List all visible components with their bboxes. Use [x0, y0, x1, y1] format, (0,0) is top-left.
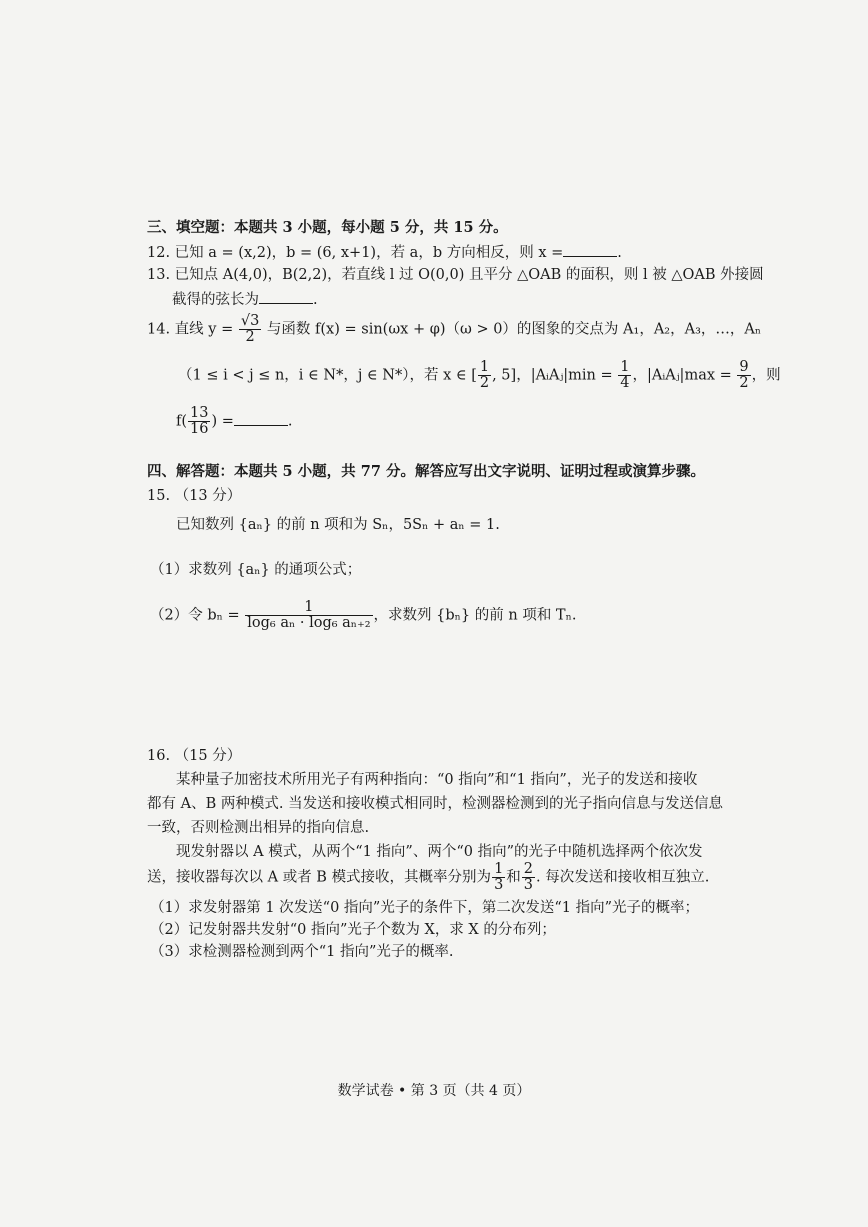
question-16-title: 16. （15 分）	[147, 748, 242, 764]
fraction-13-over-16	[188, 406, 210, 437]
frac-num: 2	[523, 861, 534, 877]
answer-blank	[234, 411, 288, 426]
question-16-line5	[147, 862, 709, 893]
frac-num: 1	[479, 359, 490, 375]
section-3-heading: 三、填空题：本题共 3 小题，每小题 5 分，共 15 分。	[147, 219, 508, 236]
question-14-line2	[178, 360, 781, 391]
q12-text: 12. 已知 a = (x,2)，b = (6, x+1)，若 a，b 方向相反，则 x =	[147, 245, 564, 261]
question-16-part2: （2）记发射器共发射“0 指向”光子个数为 X，求 X 的分布列；	[150, 922, 556, 938]
question-15-part1: （1）求数列 {aₙ} 的通项公式；	[150, 562, 362, 578]
question-15-part2	[150, 600, 577, 631]
question-16-line3: 一致，否则检测出相异的指向信息.	[147, 820, 370, 836]
question-16-part1: （1）求发射器第 1 次发送“0 指向”光子的条件下，第二次发送“1 指向”光子的概率；	[150, 900, 699, 916]
frac-den: 2	[739, 375, 749, 391]
frac-den: log₆ aₙ · log₆ aₙ₊₂	[247, 615, 371, 631]
fraction-1-over-2	[478, 360, 491, 391]
q14-l2d: ，则	[751, 367, 781, 384]
fraction-2-over-3	[522, 862, 535, 893]
q14-mid: 与函数 f(x) = sin(ωx + φ)（ω > 0）的图象的交点为 A₁，A₂，A₃，…，Aₙ	[266, 321, 762, 338]
page-footer: 数学试卷 • 第 3 页（共 4 页）	[337, 1083, 531, 1099]
frac-num: 1	[245, 600, 372, 616]
q14-pre: 14. 直线 y =	[147, 321, 234, 338]
question-15-title: 15. （13 分）	[147, 488, 242, 504]
frac-den: 4	[620, 375, 630, 391]
fraction-bn	[245, 600, 372, 631]
question-16-line4: 现发射器以 A 模式，从两个“1 指向”、两个“0 指向”的光子中随机选择两个依次发	[176, 844, 703, 860]
frac-num: 9	[739, 359, 749, 375]
question-16-line2: 都有 A、B 两种模式. 当发送和接收模式相同时，检测器检测到的光子指向信息与发送信息	[147, 796, 724, 812]
q14-l2a: （1 ≤ i < j ≤ n，i ∈ N*，j ∈ N*），若 x ∈ [	[178, 367, 477, 384]
frac-den: 16	[190, 421, 209, 437]
fraction-sqrt3-over-2	[239, 314, 261, 345]
q16-l5a: 送，接收器每次以 A 或者 B 模式接收，其概率分别为	[147, 869, 492, 886]
fraction-9-over-2	[737, 360, 750, 391]
question-14-line3: f( $\frac{13}{16}$ ) = .	[176, 405, 293, 437]
answer-blank	[563, 242, 617, 257]
frac-num: 1	[620, 359, 630, 375]
answer-blank	[259, 289, 313, 304]
question-12: 12. 已知 a = (x,2)，b = (6, x+1)，若 a，b 方向相反，则 x = .	[147, 242, 622, 263]
frac-den: 3	[523, 877, 534, 893]
frac-num: 1	[494, 861, 504, 877]
fraction-1-over-3	[492, 862, 505, 893]
q15-p2-pre: （2）令 bₙ =	[150, 607, 240, 624]
frac-num: √3	[240, 313, 260, 329]
question-13-line2: 截得的弦长为 .	[172, 289, 318, 310]
q13-text: 截得的弦长为	[172, 292, 259, 308]
question-15-stem: 已知数列 {aₙ} 的前 n 项和为 Sₙ，5Sₙ + aₙ = 1.	[176, 517, 500, 533]
frac-den: 2	[245, 329, 255, 345]
q15-p2-post: ，求数列 {bₙ} 的前 n 项和 Tₙ.	[373, 607, 577, 624]
frac-num: 13	[190, 405, 209, 421]
q14-l2b: , 5]，|AᵢAⱼ|min =	[492, 367, 613, 384]
question-16-line1: 某种量子加密技术所用光子有两种指向：“0 指向”和“1 指向”，光子的发送和接收	[176, 772, 698, 788]
q16-l5c: . 每次发送和接收相互独立.	[536, 869, 710, 886]
frac-den: 3	[494, 877, 504, 893]
fraction-1-over-4	[618, 360, 631, 391]
section-4-heading: 四、解答题：本题共 5 小题，共 77 分。解答应写出文字说明、证明过程或演算步骤。	[147, 463, 705, 480]
q14-l3b: ) =	[211, 413, 234, 430]
frac-den: 2	[479, 375, 490, 391]
question-13-line1: 13. 已知点 A(4,0)，B(2,2)，若直线 l 过 O(0,0) 且平分 △OAB 的面积，则 l 被 △OAB 外接圆	[147, 267, 764, 283]
question-16-part3: （3）求检测器检测到两个“1 指向”光子的概率.	[150, 944, 454, 960]
q14-l3: f(	[176, 413, 188, 430]
question-14-line1	[147, 314, 761, 345]
q16-l5b: 和	[506, 869, 521, 886]
q14-l2c: ，|AᵢAⱼ|max =	[632, 367, 732, 384]
